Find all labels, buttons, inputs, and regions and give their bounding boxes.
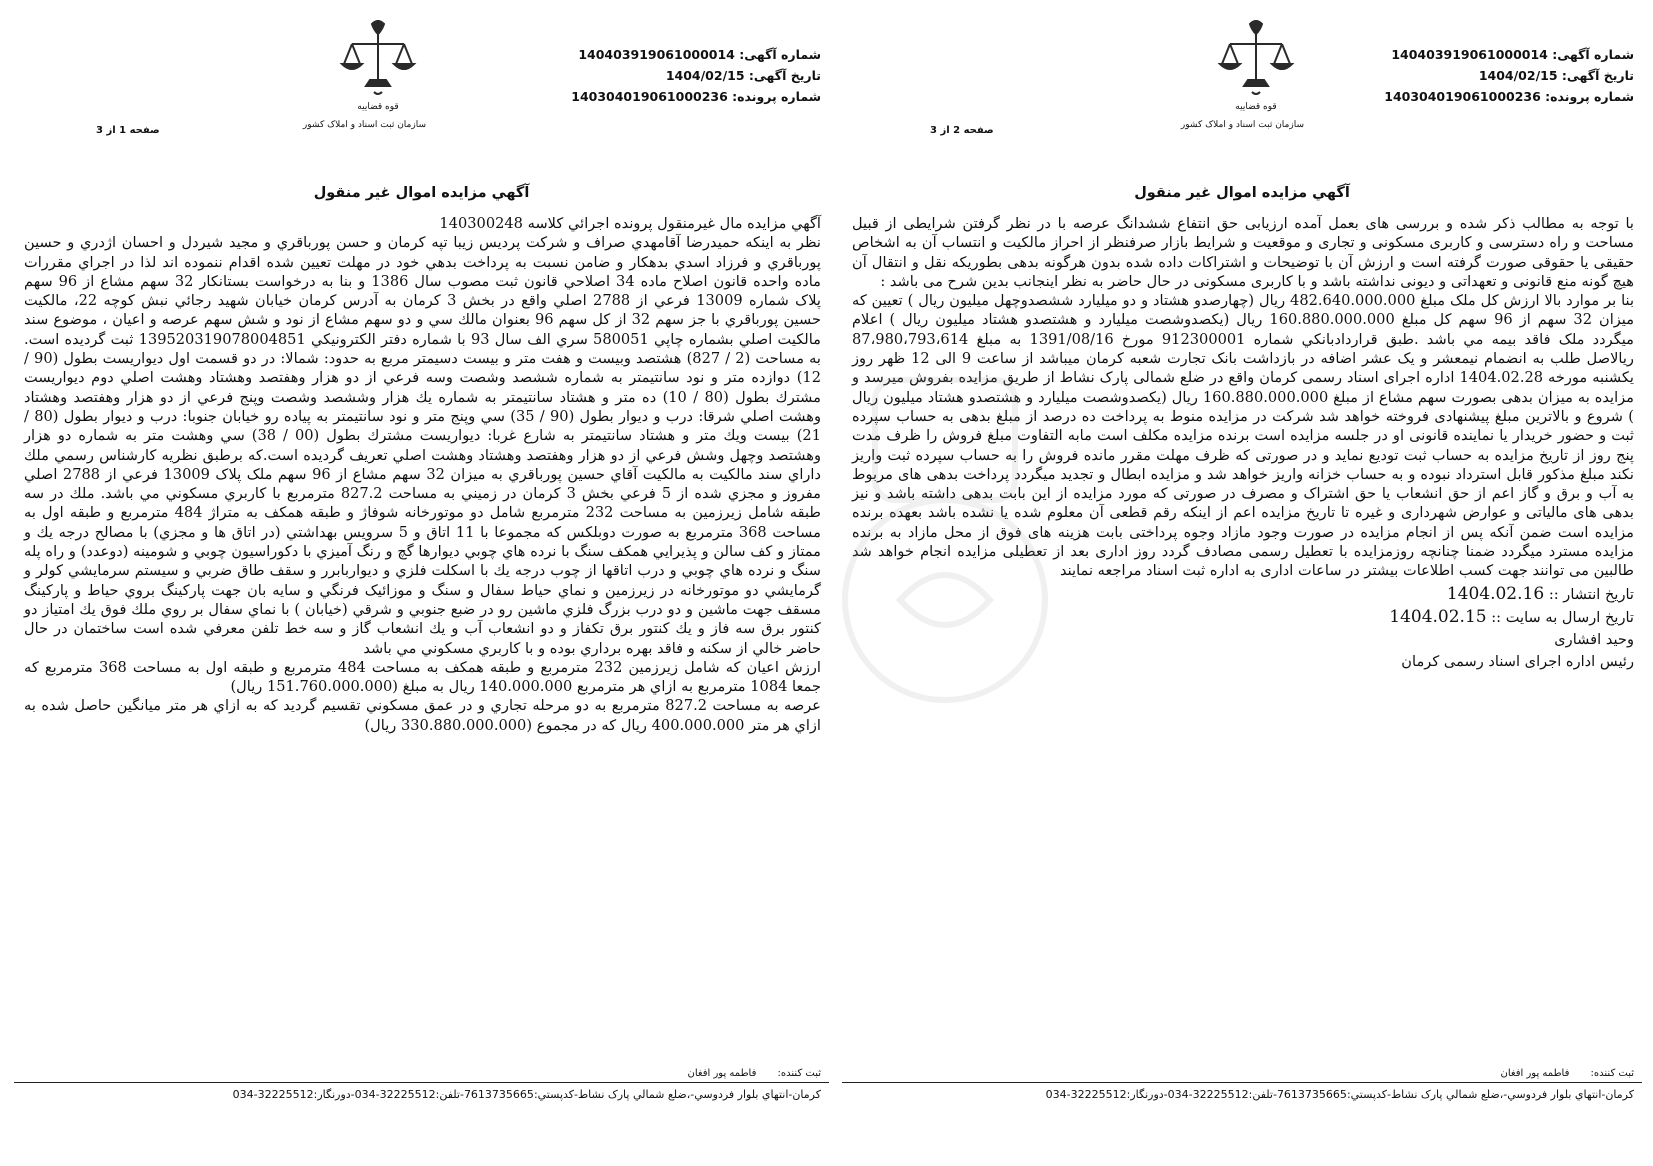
body-paragraph: آگهي مزايده مال غيرمنقول پرونده اجرائي كلاسه 140300248 bbox=[439, 215, 821, 232]
page-title: آگهي مزايده اموال غير منقول bbox=[1134, 185, 1350, 201]
ad-date-label: تاریخ آگهی: bbox=[748, 68, 821, 83]
judiciary-scales-emblem-icon bbox=[302, 20, 426, 140]
site-date-label: تاریخ ارسال به سایت :: bbox=[1491, 608, 1634, 626]
judiciary-scales-emblem-icon bbox=[1180, 20, 1304, 140]
site-date: 1404.02.15 bbox=[1389, 606, 1487, 627]
footer-address: کرمان-انتهاي بلوار فردوسي-،ضلع شمالي پارک نشاط-کدپستي:7613735665-تلفن:32225512-034-دورنگار:32225512-034 bbox=[1045, 1088, 1634, 1101]
logo-text-judiciary: قوه قضاییه bbox=[357, 102, 399, 112]
ad-number-label: شماره آگهی: bbox=[739, 47, 821, 62]
logo-text-judiciary: قوه قضاییه bbox=[1235, 102, 1277, 112]
case-number: 140304019061000236 bbox=[571, 89, 728, 104]
document-body bbox=[24, 214, 821, 735]
ad-number-label: شماره آگهی: bbox=[1552, 47, 1634, 62]
ad-date-label: تاریخ آگهی: bbox=[1561, 68, 1634, 83]
registrar-name: فاطمه پور افغان bbox=[687, 1068, 757, 1079]
case-number: 140304019061000236 bbox=[1384, 89, 1541, 104]
page-title: آگهي مزايده اموال غير منقول bbox=[313, 185, 530, 201]
logo-text-registry: سازمان ثبت اسناد و املاک کشور bbox=[302, 120, 426, 130]
signer-name: وحید افشاری bbox=[1554, 630, 1634, 648]
footer-address: کرمان-انتهاي بلوار فردوسي-،ضلع شمالي پارک نشاط-کدپستي:7613735665-تلفن:32225512-034-دورنگار:32225512-034 bbox=[232, 1088, 821, 1101]
page-number: صفحه 2 از 3 bbox=[930, 125, 994, 136]
header-info bbox=[571, 44, 821, 107]
body-paragraph: عرصه به مساحت 827.2 مترمربع به دو مرحله تجاري و در عمق مسكوني تقسيم گرديد كه به ازاي هر متر ميانگين حاصل شده به ازاي هر متر 400.000.000 ريال كه در مجموع (330.880.000.000 ريال) bbox=[24, 697, 821, 734]
registrar bbox=[1501, 1068, 1634, 1079]
publish-date-label: تاریخ انتشار :: bbox=[1548, 585, 1634, 603]
publish-date: 1404.02.16 bbox=[1446, 583, 1545, 604]
logo-text-registry: سازمان ثبت اسناد و املاک کشور bbox=[1180, 120, 1304, 130]
signer-title: رئیس اداره اجرای اسناد رسمی کرمان bbox=[1401, 652, 1634, 670]
registrar-label: ثبت کننده: bbox=[777, 1068, 821, 1079]
body-paragraph: بنا بر موارد بالا ارزش کل ملک مبلغ 482.640.000.000 ریال (چهارصدو هشتاد و دو میلیارد ششصدوچهل میلیون ریال ) تعیین که میزان 32 سهم از 96 سهم کل مبلغ 160.880.000.000 ریال (یکصدوشصت میلیارد و هشتصدو هشتاد میلیون ریال ) اعلام ميگردد ملک فاقد بیمه مي باشد .طبق قراردادبانكي شماره 912300001 مورخ 1391/08/16 به مبلغ 87،980،793،614 ریالاصل طلب به انضمام نیمعشر و یک عشر اضافه در بازداشت بانک تجارت شعبه کرمان میباشد از ساعت 9 الی 12 ظهر روز یکشنبه مورخه 1404.02.28 اداره اجرای اسناد رسمی کرمان واقع در ضلع شمالی پارک نشاط از طریق مزایده بفروش میرسد و مزایده به میزان بدهی بصورت سهم مشاع از مبلغ 160.880.000.000 ریال (یکصدوشصت میلیارد و هشتصدو هشتاد میلیون ریال ) شروع و بالاترین مبلغ پیشنهادی فروخته خواهد شد شرکت در مزایده منوط به پرداخت ده درصد از مبلغ بدهی به حساب سپرده ثبت و حضور خریدار یا نماینده قانونی او در جلسه مزایده است برنده مزایده مکلف است مابه التفاوت مبلغ فروش را ظرف مدت پنج روز از تاریخ مزایده به حساب ثبت تودیع نماید و در صورتی که ظرف مهلت مقرر مانده فروش را به حساب سپرده ثبت واریز نکند مبلغ مذکور قابل استرداد نبوده و به حساب خزانه واریز خواهد شد و مزایده ابطال و تجدید میگردد پرداخت بدهی های مربوط به آب و برق و گاز اعم از حق انشعاب یا حق اشتراک و مصرف در صورتی که مورد مزایده از این بابت بدهی داشته باشد و نیز بدهی های مالیاتی و عوارض شهرداری و غیره تا تاریخ مزایده اعم از اینکه رقم قطعی آن معلوم شده یا نشده باشد بعهده برنده مزایده است ضمن آنکه پس از انجام مزایده در صورت وجود مازاد وجوه پرداختی بابت هزینه های فوق از محل مازاد به برنده مزایده مسترد میگردد ضمنا چنانچه روزمزایده با تعطیل رسمی مصادف گردد روز اداری بعد از تعطیلی مزایده انجام خواهد شد طالبین می توانند جهت کسب اطلاعات بیشتر در ساعات اداری به اداره ثبت اسناد مراجعه نمایند bbox=[852, 292, 1635, 580]
body-paragraph: نظر به اينكه حميدرضا آقامهدي صراف و شركت پرديس زيبا تپه كرمان و حسن پورباقري و مجيد شيردل و احسان اژدري و حسين پورباقري و فرزاد اسدي بدهكار و ضامن نسبت به پرداخت بدهي خود در مهلت تعيين شده اقدام ننموده اند لذا در اجراي مقررات ماده واحده قانون اصلاح ماده 34 اصلاحي قانون ثبت مصوب سال 1386 و بنا به درخواست بستانكار 32 سهم مشاع از 96 سهم پلاک شماره 13009 فرعي از 2788 اصلي واقع در بخش 3 كرمان به آدرس كرمان خيابان شهيد رجائي نبش كوچه 22، مالكيت حسين پورباقري با جز سهم 32 از كل سهم 96 بعنوان مالك سي و دو سهم مشاع از نود و شش سهم عرصه و اعيان ، موضوع سند مالكيت اصلي بشماره چاپي 580051 سري الف سال 93 با شماره دفتر الكترونيكي 13952031907800485​1 ثبت گرديده است. به مساحت (2 / 827) هشتصد وبيست و هفت متر و بيست دسيمتر مربع به حدود: شمالا: در دو قسمت اول ديواريست بطول (90 / 12) دوازده متر و نود سانتيمتر به شماره ششصد وشصت وسه فرعي از دو هزار وهفتصد وهشتاد وهشت اصلي دوم ديواريست مشترك بطول (80 / 10) ده متر و هشتاد سانتيمتر به شماره يك هزار وششصد وشصت وپنج فرعي از دو هزار وهفتصد وهشتاد وهشت اصلي شرقا: درب و ديوار بطول (90 / 35) سي وپنج متر و نود سانتيمتر به پياده رو خيابان جنوبا: درب و ديوار بطول (80 / 21) بيست ويك متر و هشتاد سانتيمتر به شارع غربا: ديواريست مشترك بطول (00 / 38) سي وهشت متر به شماره دو هزار وهشتصد وچهل وشش فرعي از دو هزار وهفتصد وهشتاد وهشت اصلي تعريف گرديده است.كه برطبق نظريه كارشناس رسمي ملك داراي سند مالكيت به مالكيت آقاي حسين پورباقري به ميزان 32 سهم مشاع از 96 سهم ملک پلاک 13009 فرعي از 2788 اصلي مفروز و مجزي شده از 5 فرعي بخش 3 كرمان در زميني به مساحت 827.2 مترمربع با كاربري مسكوني مي باشد. ملك در سه طبقه شامل زيرزمين به مساحت 232 مترمربع شامل دو موتورخانه شوفاژ و طبقه همكف به متراژ 484 مترمربع و طبقه اول به مساحت 368 مترمربع به صورت دوبلكس كه مجموعا با 11 اتاق و 5 سرويس بهداشتي (در اتاق ها و مجزي) با مصالح درجه يك و ممتاز و كف سالن و پذيرايي همكف سنگ با نرده هاي چوبي ديوارها گچ و رنگ آميزي با دكوراسيون چوبي و شومينه (دوعدد) و راه پله سنگ و نرده هاي چوبي و درب اتاقها از چوب درجه يك با اسكلت فلزي و ديواربابرر و سقف طاق ضربي و سيستم سرمايشي كولر و گرمايشي دو موتورخانه در زيرزمين و نماي حياط سفال و سنگ و موزائيک فرنگي و سايه بان جهت پاركينگ بروي حياط و پاركينگ مسقف جهت ماشين و دو درب بزرگ فلزي ماشين رو در ضبع جنوبي و شرقي (خيابان ) با نماي سفال بر روي ملك فوق يك امتياز دو كنتور برق سه فاز و يك كنتور برق تكفاز و دو انشعاب آب و يك انشعاب گاز و سه خط تلفن معرفي شده است ساختمان در حال حاضر خالي از سكنه و فاقد بهره برداري بوده و با كاربري مسكوني مي باشد bbox=[24, 234, 822, 657]
ad-number: 140403919061000014 bbox=[1391, 47, 1548, 62]
footer-divider bbox=[14, 1082, 829, 1083]
body-paragraph: با توجه به مطالب ذکر شده و بررسی های بعمل آمده ارزیابی حق انتفاع ششدانگ عرصه با در نظر گرفتن شرایطی از قبیل مساحت و راه دسترسی و کاربری مسکونی و تجاری و موقعیت و شرایط بازار صرفنظر از احراز مالکیت و انتساب آن به اشخاص حقیقی یا حقوقی صورت گرفته است و ارزش آن با توضیحات و اشتراکات داده شده بدون هرگونه بدهی بطوریکه نقل و انتقال آن هیچ گونه منع قانونی و تعهداتی و دیونی نداشته باشد و با کاربری مسکونی در حال حاضر به نظر اینجانب بدین شرح می باشد : bbox=[852, 215, 1634, 290]
registrar-name: فاطمه پور افغان bbox=[1500, 1068, 1570, 1079]
header-info bbox=[1384, 44, 1634, 107]
signature-block bbox=[852, 583, 1634, 673]
body-paragraph: ارزش اعيان كه شامل زيرزمين 232 مترمربع و طبقه همكف به مساحت 484 مترمربع و طبقه اول به مساحت 368 مترمربع كه جمعا 1084 مترمربع به ازاي هر مترمربع 140.000.000 ريال به مبلغ (151.760.000.000 ريال) bbox=[24, 658, 821, 696]
page-number: صفحه 1 از 3 bbox=[96, 125, 160, 136]
footer-divider bbox=[842, 1082, 1642, 1083]
document-page-2 bbox=[842, 0, 1642, 1166]
document-page-1 bbox=[14, 0, 829, 1166]
ad-number: 140403919061000014 bbox=[578, 47, 735, 62]
ad-date: 1404/02/15 bbox=[1478, 68, 1558, 83]
document-body bbox=[852, 214, 1634, 673]
case-number-label: شماره پرونده: bbox=[1545, 89, 1634, 104]
registrar-label: ثبت کننده: bbox=[1590, 1068, 1634, 1079]
ad-date: 1404/02/15 bbox=[665, 68, 745, 83]
case-number-label: شماره پرونده: bbox=[732, 89, 821, 104]
registrar bbox=[688, 1068, 821, 1079]
